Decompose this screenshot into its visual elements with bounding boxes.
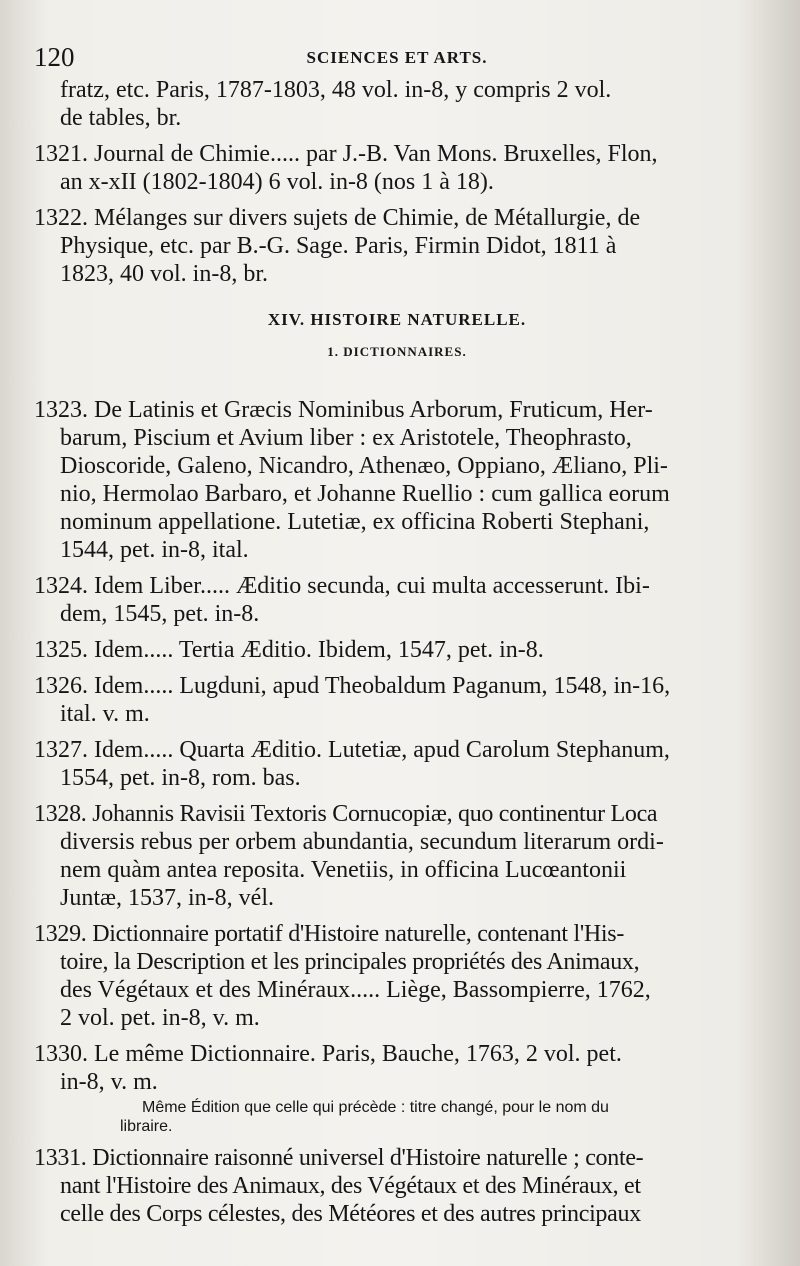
section-title: XIV. HISTOIRE NATURELLE. bbox=[267, 310, 527, 329]
page-number: 120 bbox=[34, 42, 75, 72]
subsection-title: 1. DICTIONNAIRES. bbox=[327, 344, 467, 359]
text-line: 1544, pet. in-8, ital. bbox=[60, 537, 249, 563]
text-line: 1331. Dictionnaire raisonné universel d'Histoire naturelle ; conte- bbox=[34, 1145, 644, 1171]
text-line: an x-xII (1802-1804) 6 vol. in-8 (nos 1 à 18). bbox=[60, 169, 494, 195]
text-line: toire, la Description et les principales propriétés des Animaux, bbox=[60, 949, 640, 975]
text-line: 1329. Dictionnaire portatif d'Histoire naturelle, contenant l'His- bbox=[34, 921, 625, 947]
text-line: ital. v. m. bbox=[60, 701, 150, 727]
entry-1331 bbox=[34, 1144, 760, 1228]
text-line: diversis rebus per orbem abundantia, secundum literarum ordi- bbox=[60, 829, 664, 855]
note-line: Même Édition que celle qui précède : titre changé, pour le nom du bbox=[142, 1099, 609, 1116]
text-line: celle des Corps célestes, des Météores et des autres principaux bbox=[60, 1201, 641, 1227]
text-line: 2 vol. pet. in-8, v. m. bbox=[60, 1005, 260, 1031]
text-line: barum, Piscium et Avium liber : ex Aristotele, Theophrasto, bbox=[60, 425, 632, 451]
note-line: libraire. bbox=[120, 1118, 173, 1135]
running-title: SCIENCES ET ARTS. bbox=[306, 48, 488, 67]
entry-1324 bbox=[34, 572, 760, 628]
continued-entry bbox=[34, 76, 760, 132]
text-line: Dioscoride, Galeno, Nicandro, Athenæo, Oppiano, Æliano, Pli- bbox=[60, 453, 668, 479]
entry-1330 bbox=[34, 1040, 760, 1096]
text-line: 1324. Idem Liber..... Æditio secunda, cui multa accesserunt. Ibi- bbox=[34, 573, 650, 599]
text-line: 1328. Johannis Ravisii Textoris Cornucopiæ, quo continentur Loca bbox=[34, 801, 658, 827]
text-line: 1554, pet. in-8, rom. bas. bbox=[60, 765, 301, 791]
text-line: de tables, br. bbox=[60, 105, 182, 131]
entry-1329 bbox=[34, 920, 760, 1032]
text-line: Physique, etc. par B.-G. Sage. Paris, Firmin Didot, 1811 à bbox=[60, 233, 617, 259]
note-1330 bbox=[34, 1098, 760, 1136]
text-line: 1823, 40 vol. in-8, br. bbox=[60, 261, 268, 287]
entry-1327 bbox=[34, 736, 760, 792]
text-line: Juntæ, 1537, in-8, vél. bbox=[60, 885, 274, 911]
text-line: 1321. Journal de Chimie..... par J.-B. Van Mons. Bruxelles, Flon, bbox=[34, 141, 658, 167]
text-line: nio, Hermolao Barbaro, et Johanne Ruellio : cum gallica eorum bbox=[60, 481, 670, 507]
entry-1328 bbox=[34, 800, 760, 912]
entry-1326 bbox=[34, 672, 760, 728]
text-line: 1326. Idem..... Lugduni, apud Theobaldum Paganum, 1548, in-16, bbox=[34, 673, 671, 699]
text-line: dem, 1545, pet. in-8. bbox=[60, 601, 260, 627]
text-line: fratz, etc. Paris, 1787-1803, 48 vol. in-8, y compris 2 vol. bbox=[60, 77, 612, 103]
text-line: 1330. Le même Dictionnaire. Paris, Bauche, 1763, 2 vol. pet. bbox=[34, 1041, 622, 1067]
entry-1322 bbox=[34, 204, 760, 288]
entry-1321 bbox=[34, 140, 760, 196]
text-line: des Végétaux et des Minéraux..... Liège, Bassompierre, 1762, bbox=[60, 977, 651, 1003]
text-line: 1322. Mélanges sur divers sujets de Chimie, de Métallurgie, de bbox=[34, 205, 641, 231]
text-line: nem quàm antea reposita. Venetiis, in officina Lucœantonii bbox=[60, 857, 627, 883]
text-line: 1323. De Latinis et Græcis Nominibus Arborum, Fruticum, Her- bbox=[34, 397, 653, 423]
text-line: in-8, v. m. bbox=[60, 1069, 158, 1095]
text-line: 1327. Idem..... Quarta Æditio. Lutetiæ, apud Carolum Stephanum, bbox=[34, 737, 670, 763]
entry-1325 bbox=[34, 636, 760, 664]
running-head bbox=[34, 42, 760, 82]
text-line: 1325. Idem..... Tertia Æditio. Ibidem, 1547, pet. in-8. bbox=[34, 637, 544, 663]
text-line: nominum appellatione. Lutetiæ, ex officina Roberti Stephani, bbox=[60, 509, 650, 535]
text-line: nant l'Histoire des Animaux, des Végétaux et des Minéraux, et bbox=[60, 1173, 641, 1199]
entry-1323 bbox=[34, 396, 760, 564]
